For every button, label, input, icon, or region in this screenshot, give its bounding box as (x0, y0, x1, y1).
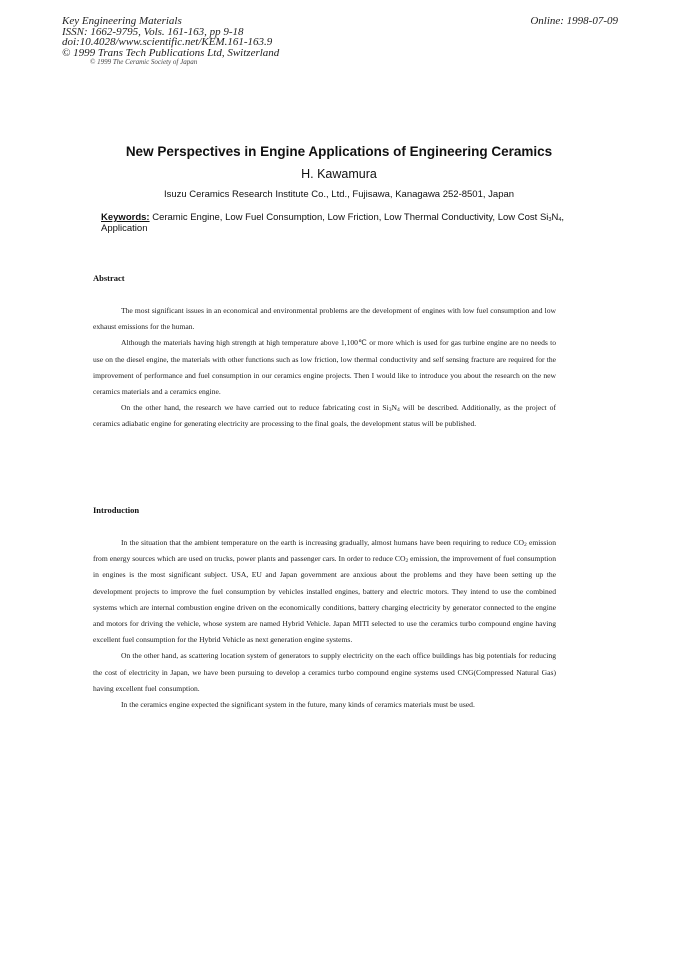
abstract-paragraph-3 (93, 400, 556, 432)
intro-p1-sub-1: 2 (524, 542, 527, 548)
society-copyright: © 1999 The Ceramic Society of Japan (90, 58, 198, 66)
keywords-text-mid: N (551, 212, 559, 223)
author-affiliation: Isuzu Ceramics Research Institute Co., Ltd., Fujisawa, Kanagawa 252-8501, Japan (163, 189, 515, 200)
keywords-sub-1: 3 (548, 217, 552, 223)
paper-title: New Perspectives in Engine Applications of Engineering Ceramics (125, 144, 553, 159)
abstract-paragraph-2: Although the materials having high strength at high temperature above 1,100℃ or more which is used for gas turbine engine are no needs to use on the diesel engine, the materials with other functions such as low friction, low thermal conductivity and self sensing fracture are required for the improvement of performance and fuel consumption in our ceramics engine projects. Then I would like to introduce you about the research on the new ceramics materials and a ceramics engine. (93, 338, 556, 397)
abstract-p3-text-b: will be described. Additionally, as the project of ceramics adiabatic engine for generating electricity are processing to the final goals, the development status will be published. (93, 403, 556, 429)
keywords-sub-2: 4 (558, 217, 562, 223)
publication-header (62, 16, 618, 66)
abstract-paragraph-1: The most significant issues in an economical and environmental problems are the development of engines with low fuel consumption and low exhaust emissions for the human. (93, 306, 556, 332)
journal-name: Key Engineering Materials (62, 15, 182, 27)
intro-paragraph-2: On the other hand, as scattering location system of generators to supply electricity on the each office buildings has big potentials for reducing the cost of electricity in Japan, we have been pursuing to develop a ceramics turbo compound engine systems used CNG(Compressed Natural Gas) having excellent fuel consumption. (93, 651, 556, 693)
abstract-p3-text-a: On the other hand, the research we have carried out to reduce fabricating cost in Si (121, 403, 389, 413)
intro-paragraph-3: In the ceramics engine expected the significant system in the future, many kinds of ceramics materials must be used. (121, 700, 475, 710)
abstract-p3-text-mid: N (391, 403, 397, 413)
keywords-text-b: , Application (101, 212, 565, 234)
introduction-heading: Introduction (93, 505, 140, 515)
abstract-p3-sub-1: 3 (388, 407, 392, 414)
intro-p1-text-b: emission from energy sources which are used on trucks, power plants and passenger cars. In order to reduce CO (93, 538, 557, 564)
issn-line: ISSN: 1662-9795, Vols. 161-163, pp 9-18 (62, 25, 244, 38)
introduction-body (93, 535, 556, 713)
abstract-heading: Abstract (93, 273, 125, 283)
keywords-text-a: Ceramic Engine, Low Fuel Consumption, Low Friction, Low Thermal Conductivity, Low Cost Si (149, 212, 549, 223)
intro-paragraph-1 (93, 535, 556, 648)
paper-author: H. Kawamura (301, 167, 377, 181)
keywords-label: Keywords: (101, 212, 150, 223)
intro-p1-sub-2: 2 (405, 558, 409, 565)
keywords (101, 212, 571, 234)
abstract-body (93, 303, 556, 433)
doi-line: doi:10.4028/www.scientific.net/KEM.161-163.9 (62, 36, 273, 48)
intro-p1-text-a: In the situation that the ambient temperature on the earth is increasing gradually, almost humans have been requiring to reduce CO (121, 538, 525, 547)
copyright-line: © 1999 Trans Tech Publications Ltd, Switzerland (62, 46, 280, 59)
online-date: Online: 1998-07-09 (530, 15, 618, 27)
intro-p1-text-c: emission, the improvement of fuel consumption in engines is the most significant subject. USA, EU and Japan government are anxious about the problems and they have been setting up the development projects to improve the fuel consumption by vehicles installed engines, battery and electric motors. They intend to use the combined systems which are internal combustion engine driven on the economically conditions, battery charging electricity by generator connected to the engine and motors for driving the vehicle, whose system are named Hybrid Vehicle. Japan MITI selected to use the ceramics turbo compound engine having excellent fuel consumption for the Hybrid Vehicle as next generation engine systems. (93, 554, 557, 645)
abstract-p3-sub-2: 4 (396, 407, 400, 414)
